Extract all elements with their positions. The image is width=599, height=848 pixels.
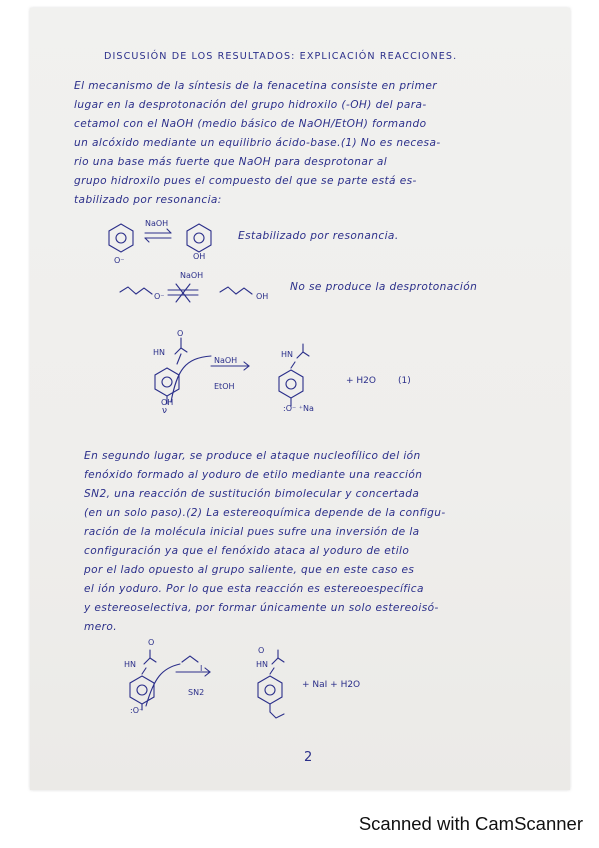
paragraph-2-line: SN2, una reacción de sustitución bimolecular y concertada — [84, 488, 420, 500]
scheme-3-product-anion: :O⁻ ⁺Na — [283, 404, 314, 413]
paragraph-2-line: y estereoselectiva, por formar únicamente un solo estereoisó- — [84, 602, 439, 614]
scheme-3-reference: (1) — [398, 376, 411, 386]
scheme-3-reagent-top: NaOH — [214, 356, 238, 365]
scheme-1-reactant-label: O⁻ — [114, 256, 125, 265]
paragraph-2-line: mero. — [84, 621, 118, 633]
scheme-1-product-label: OH — [193, 252, 206, 261]
paragraph-2-line: configuración ya que el fenóxido ataca al yoduro de etilo — [84, 545, 410, 557]
scheme-3-byproduct: + H2O — [346, 376, 376, 386]
paragraph-1-line: tabilizado por resonancia: — [74, 194, 222, 206]
scheme-1-note: Estabilizado por resonancia. — [238, 230, 399, 242]
scheme-1-reagent: NaOH — [145, 219, 169, 228]
scheme-4-carbonyl-label: O — [148, 638, 155, 647]
scheme-3-reagent-bottom: EtOH — [214, 382, 235, 391]
sn2-ethylation-drawing — [128, 640, 308, 725]
paragraph-1-line: un alcóxido mediante un equilibrio ácido-base.(1) No es necesa- — [74, 137, 441, 149]
paragraph-1-line: cetamol con el NaOH (medio básico de NaOH/EtOH) formando — [74, 118, 427, 130]
paragraph-2-line: (en un solo paso).(2) La estereoquímica depende de la configu- — [84, 507, 446, 519]
scheme-4-product-amide-label: HN — [256, 660, 268, 669]
scheme-4-product-carbonyl-label: O — [258, 646, 265, 655]
scheme-3-amide-label: HN — [153, 348, 165, 357]
paragraph-2-line: ración de la molécula inicial pues sufre una inversión de la — [84, 526, 420, 538]
scheme-2-product-label: OH — [256, 292, 269, 301]
page-number: 2 — [304, 750, 313, 765]
paragraph-2-line: por el lado opuesto al grupo saliente, que en este caso es — [84, 564, 415, 576]
scheme-3-reactant-base: ν — [162, 406, 168, 416]
paragraph-1-line: grupo hidroxilo pues el compuesto del que se parte está es- — [74, 175, 417, 187]
scheme-4-reagent-bottom: SN2 — [188, 688, 205, 697]
scheme-4-reagent-top: I — [200, 664, 203, 673]
scheme-3-carbonyl-label: O — [177, 329, 184, 338]
paragraph-2-line: el ión yoduro. Por lo que esta reacción es estereoespecífica — [84, 583, 424, 595]
scheme-4-amide-label: HN — [124, 660, 136, 669]
paragraph-2-line: fenóxido formado al yoduro de etilo mediante una reacción — [84, 469, 423, 481]
scheme-3-reactant-oh: OH — [161, 398, 174, 407]
scheme-4-byproducts: + NaI + H2O — [302, 680, 361, 690]
paragraph-2-line: En segundo lugar, se produce el ataque nucleofílico del ión — [84, 450, 421, 462]
scheme-2-reagent: NaOH — [180, 271, 204, 280]
paragraph-1-line: rio una base más fuerte que NaOH para desprotonar al — [74, 156, 388, 168]
paragraph-1-line: lugar en la desprotonación del grupo hidroxilo (-OH) del para- — [74, 99, 427, 111]
camscanner-watermark: Scanned with CamScanner — [358, 813, 583, 834]
scheme-2-note: No se produce la desprotonación — [290, 281, 478, 293]
paracetamol-deprotonation-drawing — [145, 330, 335, 415]
scheme-2-reactant-label: O⁻ — [154, 292, 165, 301]
paragraph-1-line: El mecanismo de la síntesis de la fenacetina consiste en primer — [74, 80, 438, 92]
scheme-4-reactant-anion: :O⁻ — [130, 706, 144, 715]
scheme-3-product-amide-label: HN — [281, 350, 293, 359]
document-title: DISCUSIÓN DE LOS RESULTADOS: EXPLICACIÓN REACCIONES. — [104, 51, 458, 62]
